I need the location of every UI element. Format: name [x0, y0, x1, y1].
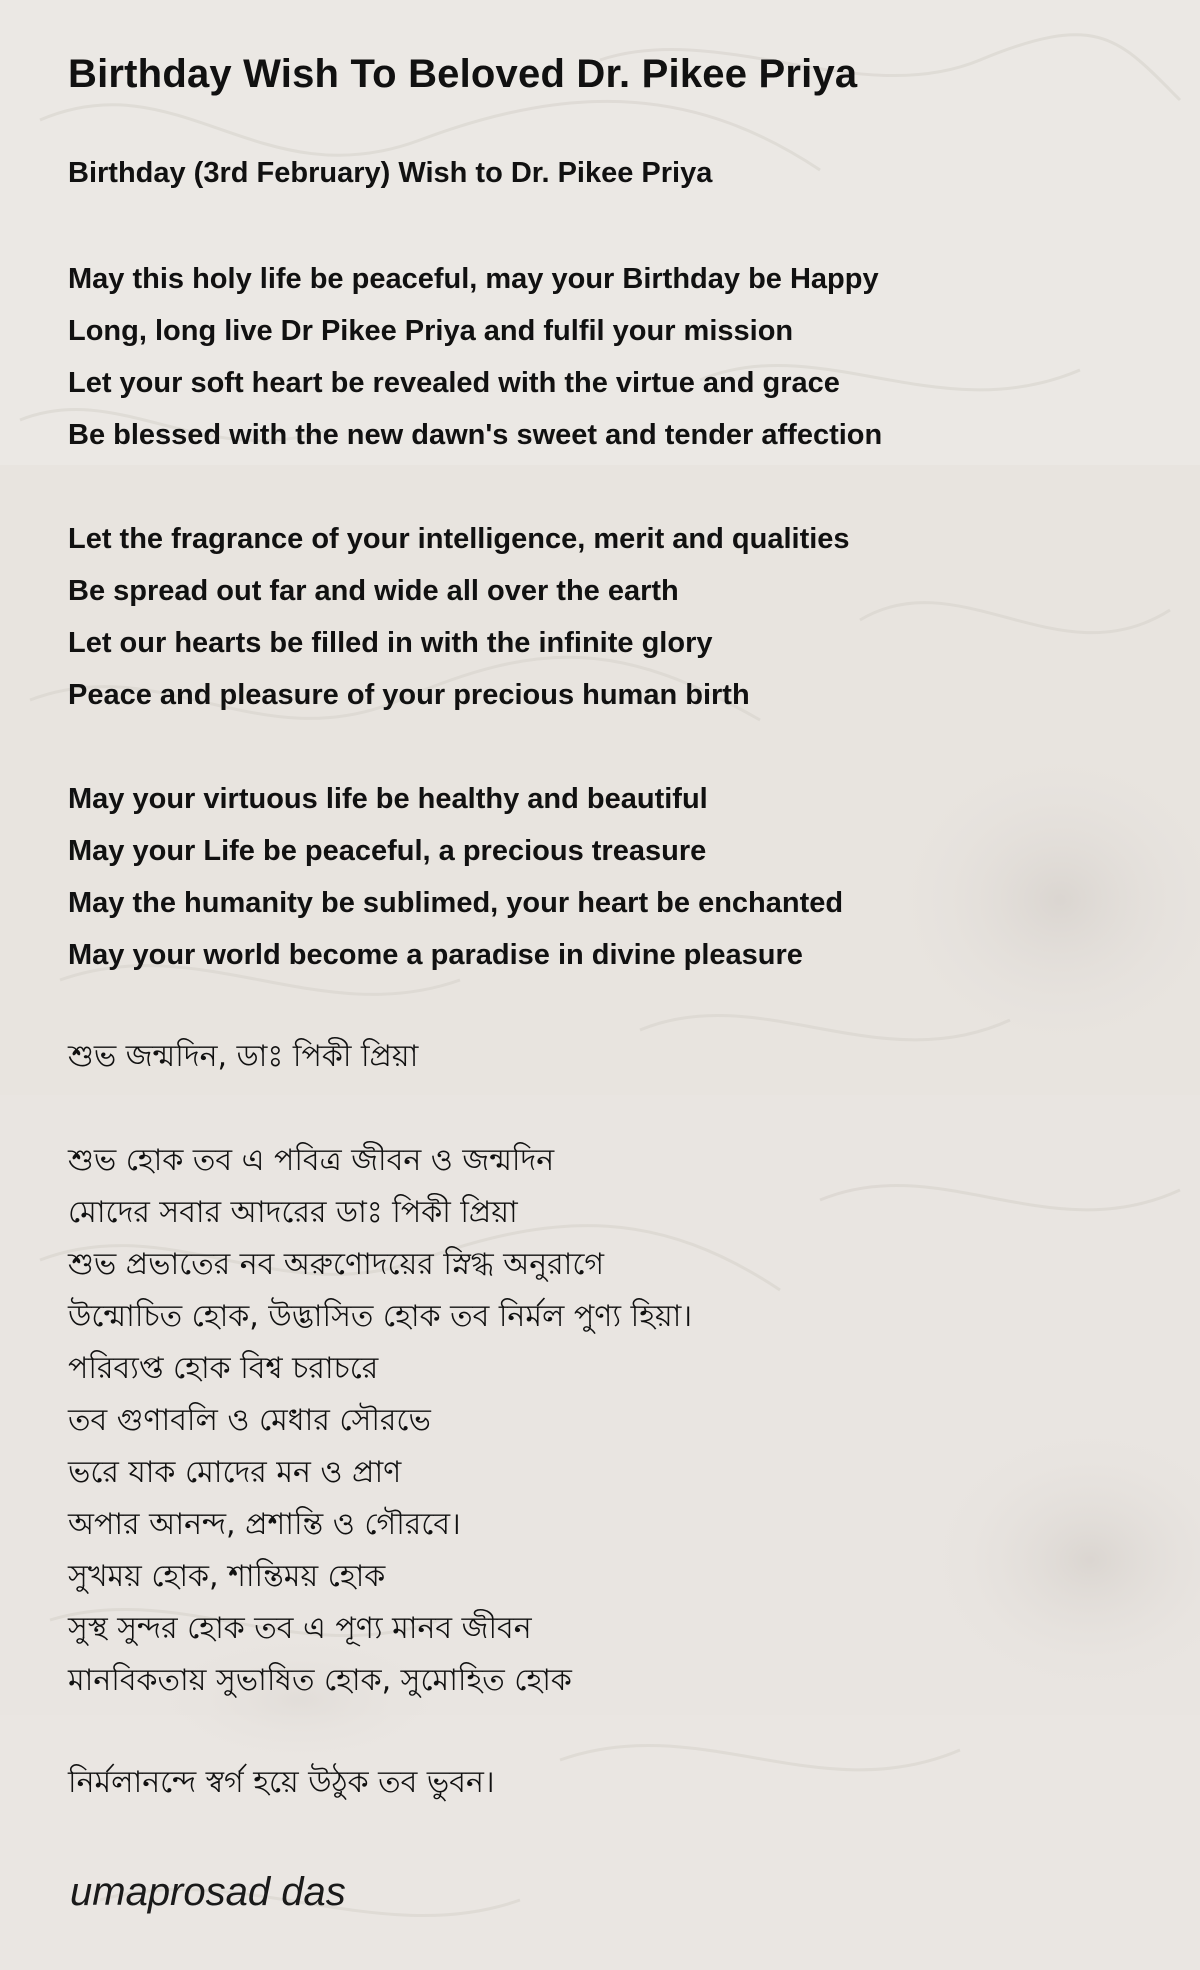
- poem-line: Let your soft heart be revealed with the virtue and grace: [68, 367, 840, 399]
- poem-line: শুভ হোক তব এ পবিত্র জীবন ও জন্মদিন: [68, 1143, 555, 1178]
- poem-line: অপার আনন্দ, প্রশান্তি ও গৌরবে।: [68, 1507, 461, 1542]
- poem-line: Let the fragrance of your intelligence, merit and qualities: [68, 523, 850, 555]
- poem-line: May your world become a paradise in divine pleasure: [68, 939, 803, 971]
- poem-line: Long, long live Dr Pikee Priya and fulfil your mission: [68, 315, 794, 347]
- poem-line: Peace and pleasure of your precious human birth: [68, 679, 750, 711]
- poem-line: সুখময় হোক, শান্তিময় হোক: [68, 1559, 386, 1594]
- poem-line: মোদের সবার আদরের ডাঃ পিকী প্রিয়া: [68, 1195, 518, 1230]
- bengali-closing-line: নির্মলানন্দে স্বর্গ হয়ে উঠুক তব ভুবন।: [68, 1765, 495, 1800]
- poem-line: Let our hearts be filled in with the infinite glory: [68, 627, 713, 659]
- poem-line: মানবিকতায় সুভাষিত হোক, সুমোহিত হোক: [68, 1663, 572, 1698]
- poem-line: May this holy life be peaceful, may your Birthday be Happy: [68, 263, 879, 295]
- bengali-closing-block: [68, 1757, 495, 1809]
- bengali-heading: শুভ জন্মদিন, ডাঃ পিকী প্রিয়া: [68, 1039, 419, 1074]
- poem-line: Be blessed with the new dawn's sweet and tender affection: [68, 419, 883, 451]
- poem-line: উন্মোচিত হোক, উদ্ভাসিত হোক তব নির্মল পুণ্য হিয়া।: [68, 1299, 693, 1334]
- bengali-stanza: [68, 1135, 692, 1707]
- stanza-1: [68, 253, 882, 461]
- stanza-2: [68, 513, 850, 721]
- poem-title: Birthday Wish To Beloved Dr. Pikee Priya: [68, 52, 858, 96]
- poem-line: May the humanity be sublimed, your heart be enchanted: [68, 887, 844, 919]
- poem-line: সুস্থ সুন্দর হোক তব এ পূণ্য মানব জীবন: [68, 1611, 532, 1646]
- poem-line: Be spread out far and wide all over the earth: [68, 575, 679, 607]
- stanza-3: [68, 773, 843, 981]
- poem-line: May your virtuous life be healthy and beautiful: [68, 783, 708, 815]
- poem-line: পরিব্যপ্ত হোক বিশ্ব চরাচরে: [68, 1351, 379, 1386]
- poem-subtitle: Birthday (3rd February) Wish to Dr. Pikee Priya: [68, 157, 713, 189]
- poem-line: May your Life be peaceful, a precious treasure: [68, 835, 707, 867]
- bengali-heading-block: [68, 1031, 418, 1083]
- author-name: umaprosad das: [70, 1870, 346, 1914]
- poem-line: তব গুণাবলি ও মেধার সৌরভে: [68, 1403, 431, 1438]
- poem-line: শুভ প্রভাতের নব অরুণোদয়ের স্নিগ্ধ অনুরাগে: [68, 1247, 605, 1282]
- poem-line: ভরে যাক মোদের মন ও প্রাণ: [68, 1455, 402, 1490]
